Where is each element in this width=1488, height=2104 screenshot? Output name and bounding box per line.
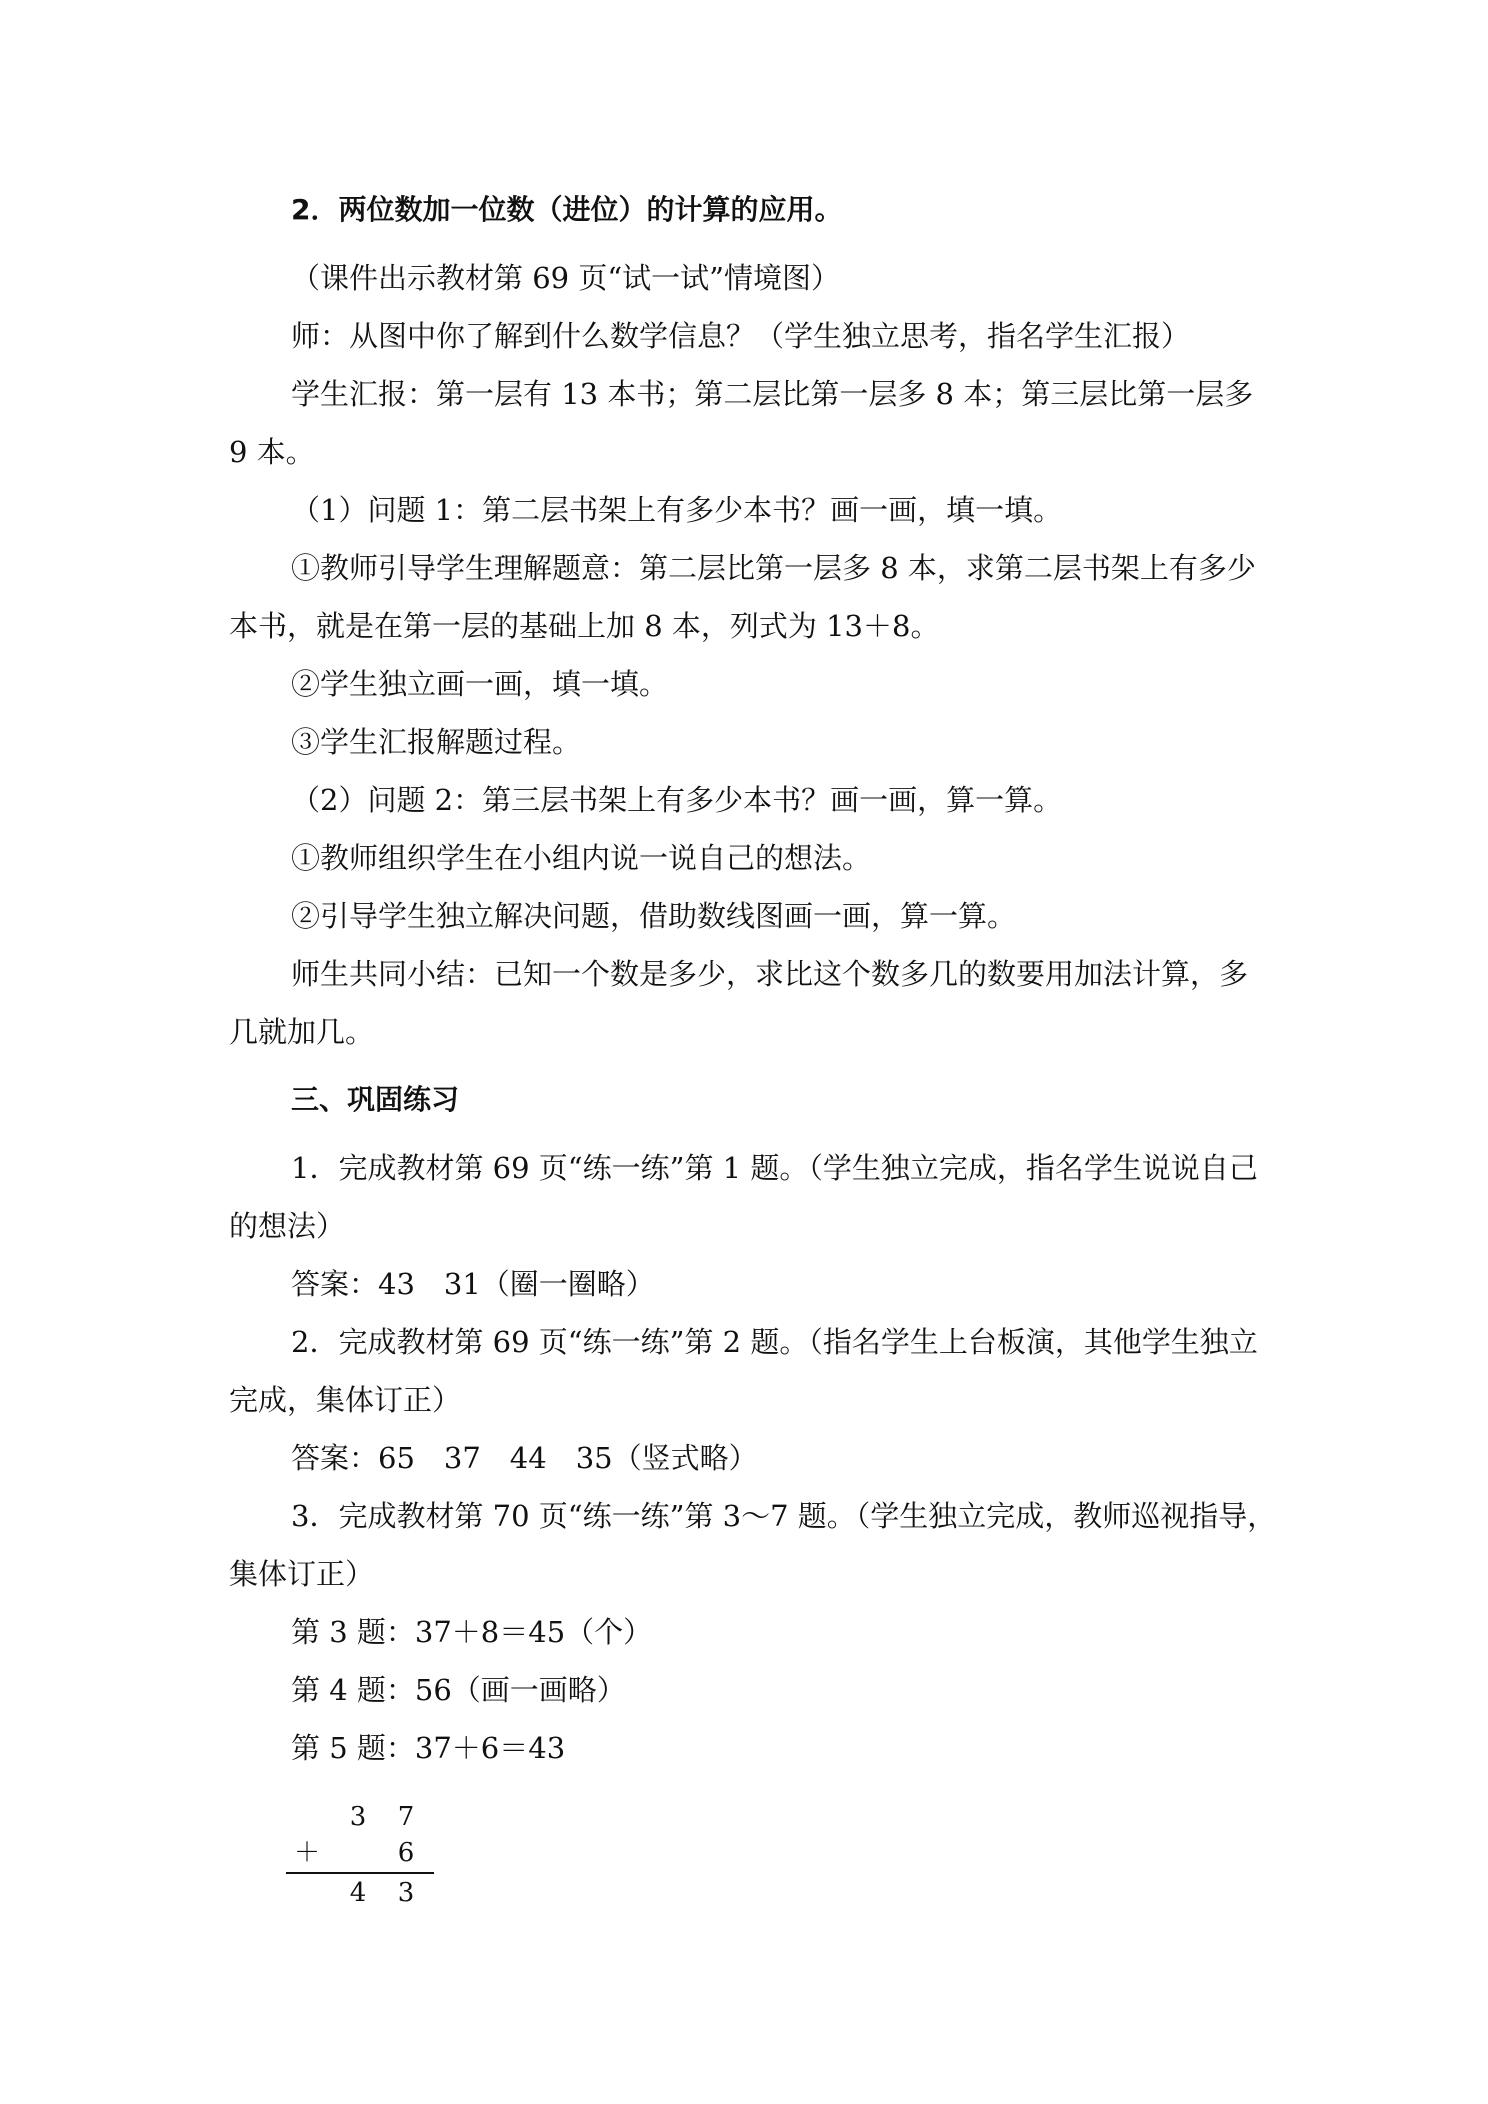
exercise-3: 3．完成教材第 70 页“练一练”第 3～7 题。（学生独立完成，教师巡视指导， <box>291 1499 1277 1533</box>
paragraph-summary: 师生共同小结：已知一个数是多少，求比这个数多几的数要用加法计算，多 <box>291 957 1249 991</box>
vertical-row-result <box>282 1876 442 1910</box>
digit-tens: 4 <box>349 1878 367 1908</box>
exercise-1: 1．完成教材第 69 页“练一练”第 1 题。（学生独立完成，指名学生说说自己 <box>291 1151 1258 1185</box>
question-5-answer: 第 5 题：37＋6＝43 <box>291 1731 566 1765</box>
exercise-2-cont: 完成，集体订正） <box>229 1383 462 1417</box>
paragraph-q1-step-1-cont: 本书，就是在第一层的基础上加 8 本，列式为 13＋8。 <box>229 609 940 643</box>
vertical-row-addend-2 <box>282 1836 442 1870</box>
section-heading-3: 三、巩固练习 <box>291 1083 460 1116</box>
paragraph-q2-step-2: ②引导学生独立解决问题，借助数线图画一画，算一算。 <box>291 899 1017 933</box>
section-heading-2: 2．两位数加一位数（进位）的计算的应用。 <box>291 193 843 226</box>
vertical-addition <box>282 1800 442 1910</box>
exercise-1-answer: 答案：43 31（圈一圈略） <box>291 1267 655 1301</box>
paragraph-courseware: （课件出示教材第 69 页“试一试”情境图） <box>291 261 840 295</box>
digit-ones: 6 <box>397 1838 415 1868</box>
paragraph-question-1: （1）问题 1：第二层书架上有多少本书？画一画，填一填。 <box>291 493 1063 527</box>
exercise-1-cont: 的想法） <box>229 1209 346 1243</box>
paragraph-question-2: （2）问题 2：第三层书架上有多少本书？画一画，算一算。 <box>291 783 1063 817</box>
exercise-2: 2．完成教材第 69 页“练一练”第 2 题。（指名学生上台板演，其他学生独立 <box>291 1325 1258 1359</box>
exercise-2-answer: 答案：65 37 44 35（竖式略） <box>291 1441 758 1475</box>
question-4-answer: 第 4 题：56（画一画略） <box>291 1673 626 1707</box>
paragraph-q1-step-1: ①教师引导学生理解题意：第二层比第一层多 8 本，求第二层书架上有多少 <box>291 551 1256 585</box>
paragraph-summary-cont: 几就加几。 <box>229 1015 375 1049</box>
paragraph-q2-step-1: ①教师组织学生在小组内说一说自己的想法。 <box>291 841 872 875</box>
paragraph-student-report: 学生汇报：第一层有 13 本书；第二层比第一层多 8 本；第三层比第一层多 <box>291 377 1254 411</box>
paragraph-student-report-cont: 9 本。 <box>229 435 315 469</box>
plus-sign: ＋ <box>294 1838 321 1868</box>
vertical-row-addend-1 <box>282 1800 442 1834</box>
question-3-answer: 第 3 题：37＋8＝45（个） <box>291 1615 653 1649</box>
digit-ones: 3 <box>397 1878 415 1908</box>
paragraph-q1-step-2: ②学生独立画一画，填一填。 <box>291 667 669 701</box>
exercise-3-cont: 集体订正） <box>229 1557 375 1591</box>
paragraph-q1-step-3: ③学生汇报解题过程。 <box>291 725 582 759</box>
digit-tens: 3 <box>349 1802 367 1832</box>
vertical-rule <box>286 1872 434 1874</box>
paragraph-teacher-question: 师：从图中你了解到什么数学信息？（学生独立思考，指名学生汇报） <box>291 319 1191 353</box>
digit-ones: 7 <box>397 1802 415 1832</box>
